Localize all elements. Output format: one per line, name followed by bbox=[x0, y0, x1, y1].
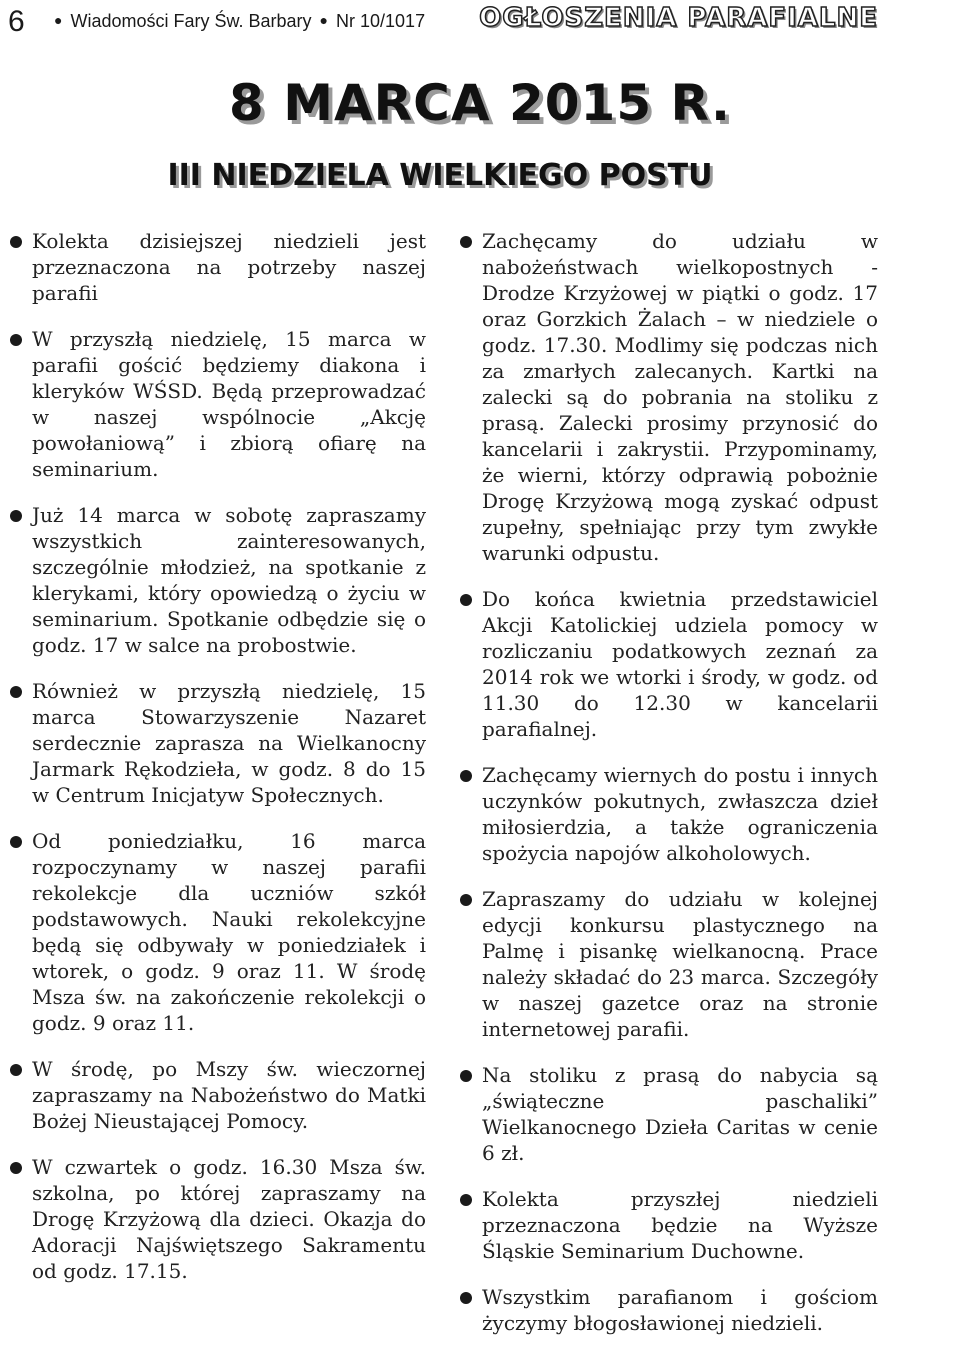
announcement-item bbox=[460, 228, 878, 566]
right-column bbox=[460, 228, 878, 1356]
announcement-item bbox=[10, 678, 426, 808]
announcement-item bbox=[10, 326, 426, 482]
announcement-text: Do końca kwietnia przedstawiciel Akcji Katolickiej udziela pomocy w rozliczaniu podatkowych zeznań za 2014 rok we wtorki i środy, w godz. od 11.30 do 12.30 w kancelarii parafialnej. bbox=[482, 587, 878, 741]
announcement-item bbox=[460, 1062, 878, 1166]
bullet-icon bbox=[10, 334, 22, 346]
announcement-item bbox=[460, 886, 878, 1042]
announcement-text: Wszystkim parafianom i gościom życzymy błogosławionej niedzieli. bbox=[482, 1285, 878, 1335]
announcement-text: W środę, po Mszy św. wieczornej zapraszamy na Nabożeństwo do Matki Bożej Nieustającej Pomocy. bbox=[32, 1057, 426, 1133]
announcement-item bbox=[10, 828, 426, 1036]
announcement-item bbox=[10, 228, 426, 306]
announcement-item bbox=[460, 586, 878, 742]
bullet-icon bbox=[10, 1064, 22, 1076]
announcement-item bbox=[10, 502, 426, 658]
bullet-icon bbox=[460, 1194, 472, 1206]
announcement-text: Zapraszamy do udziału w kolejnej edycji konkursu plastycznego na Palmę i pisankę wielkanocną. Prace należy składać do 23 marca. Szczegóły w naszej gazetce oraz na stronie internetowej parafii. bbox=[482, 887, 878, 1041]
bullet-icon bbox=[460, 594, 472, 606]
section-title: OGŁOSZENIA PARAFIALNE bbox=[479, 3, 878, 33]
bullet-icon bbox=[460, 1292, 472, 1304]
page-number: 6 bbox=[8, 5, 25, 38]
announcement-text: Kolekta przyszłej niedzieli przeznaczona będzie na Wyższe Śląskie Seminarium Duchowne. bbox=[482, 1187, 878, 1263]
announcement-text: Zachęcamy wiernych do postu i innych uczynków pokutnych, zwłaszcza dzieł miłosierdzia, a także ograniczenia spożycia napojów alkoholowych. bbox=[482, 763, 878, 865]
announcement-text: Kolekta dzisiejszej niedzieli jest przeznaczona na potrzeby naszej parafii bbox=[32, 229, 426, 305]
publication-info bbox=[46, 11, 425, 32]
announcement-item bbox=[10, 1056, 426, 1134]
announcement-text: Od poniedziałku, 16 marca rozpoczynamy w naszej parafii rekolekcje dla uczniów szkół podstawowych. Nauki rekolekcyjne będą się odbywały w poniedziałek i wtorek, o godz. 9 oraz 11. W środę Msza św. na zakończenie rekolekcji o godz. 9 oraz 11. bbox=[32, 829, 426, 1035]
bullet-icon bbox=[10, 1162, 22, 1174]
separator-dot-icon: ● bbox=[319, 12, 329, 28]
bullet-icon bbox=[460, 770, 472, 782]
announcement-text: Już 14 marca w sobotę zapraszamy wszystkich zainteresowanych, szczególnie młodzież, na spotkanie z klerykami, który opowiedzą o życiu w seminarium. Spotkanie odbędzie się o godz. 17 w salce na probostwie. bbox=[32, 503, 426, 657]
bullet-icon bbox=[460, 1070, 472, 1082]
bullet-icon bbox=[10, 836, 22, 848]
announcement-item bbox=[460, 762, 878, 866]
announcement-text: Również w przyszłą niedzielę, 15 marca Stowarzyszenie Nazaret serdecznie zaprasza na Wielkanocny Jarmark Rękodzieła, w godz. 8 do 15 w Centrum Inicjatyw Społecznych. bbox=[32, 679, 426, 807]
page-subtitle: III NIEDZIELA WIELKIEGO POSTU bbox=[167, 158, 713, 193]
bullet-icon bbox=[10, 686, 22, 698]
page-header bbox=[0, 0, 960, 44]
separator-dot-icon: ● bbox=[54, 12, 63, 28]
announcement-text: Zachęcamy do udziału w nabożeństwach wielkopostnych - Drodze Krzyżowej w piątki o godz. 17 oraz Gorzkich Żalach – w niedziele o godz. 17.30. Modlimy się podczas nich za zmarłych zalecanych. Kartki na zalecki są do pobrania na stoliku z prasą. Zalecki prosimy przynosić do kancelarii i zakrystii. Przypominamy, że wierni, którzy odprawią pobożnie Drogę Krzyżową mogą zyskać odpust zupełny, spełniając przy tym zwykłe warunki odpustu. bbox=[482, 229, 878, 565]
announcement-item bbox=[460, 1186, 878, 1264]
publication-name: Wiadomości Fary Św. Barbary bbox=[70, 11, 312, 31]
issue-number: Nr 10/1017 bbox=[336, 11, 426, 31]
announcement-text: Na stoliku z prasą do nabycia są „świąteczne paschaliki” Wielkanocnego Dzieła Caritas w cenie 6 zł. bbox=[482, 1063, 878, 1165]
bullet-icon bbox=[460, 236, 472, 248]
left-column bbox=[10, 228, 426, 1304]
bullet-icon bbox=[10, 510, 22, 522]
announcement-item bbox=[460, 1284, 878, 1336]
announcement-item bbox=[10, 1154, 426, 1284]
page-title: 8 MARCA 2015 R. bbox=[229, 74, 731, 132]
announcement-text: W czwartek o godz. 16.30 Msza św. szkolna, po której zapraszamy na Drogę Krzyżową dla dzieci. Okazja do Adoracji Najświętszego Sakramentu od godz. 17.15. bbox=[32, 1155, 426, 1283]
announcement-text: W przyszłą niedzielę, 15 marca w parafii gościć będziemy diakona i kleryków WŚSD. Będą przeprowadzać w naszej wspólnocie „Akcję powołaniową” i zbiorą ofiarę na seminarium. bbox=[32, 327, 426, 481]
bullet-icon bbox=[460, 894, 472, 906]
bullet-icon bbox=[10, 236, 22, 248]
